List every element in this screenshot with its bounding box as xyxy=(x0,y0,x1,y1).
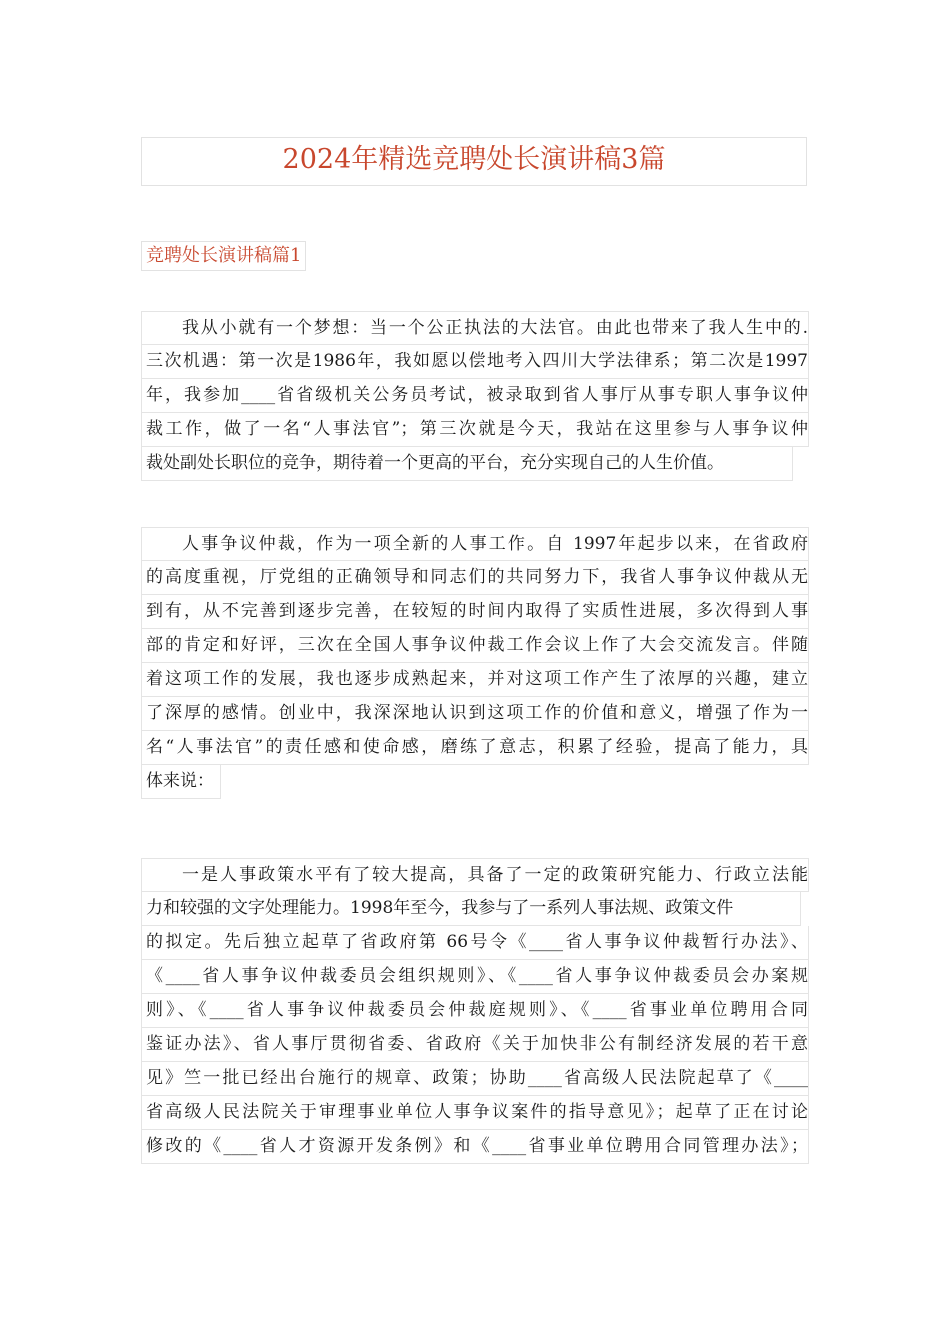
paragraph-line: 到有，从不完善到逐步完善，在较短的时间内取得了实质性进展，多次得到人事 xyxy=(141,595,809,629)
paragraph-line: 省高级人民法院关于审理事业单位人事争议案件的指导意见》；起草了正在讨论 xyxy=(141,1096,809,1130)
document-title-box xyxy=(141,137,807,186)
paragraph-line: 《____省人事争议仲裁委员会组织规则》、《____省人事争议仲裁委员会办案规 xyxy=(141,960,809,994)
paragraph-line: 修改的《____省人才资源开发条例》和《____省事业单位聘用合同管理办法》； xyxy=(141,1130,809,1164)
paragraph-line: 年，我参加____省省级机关公务员考试，被录取到省人事厅从事专职人事争议仲 xyxy=(141,379,809,413)
section-heading: 竞聘处长演讲稿篇1 xyxy=(141,241,306,271)
paragraph-line: 裁工作，做了一名“人事法官”；第三次就是今天，我站在这里参与人事争议仲 xyxy=(141,413,809,447)
paragraph-line: 名“人事法官”的责任感和使命感，磨练了意志，积累了经验，提高了能力，具 xyxy=(141,731,809,765)
paragraph-line: 力和较强的文字处理能力。1998年至今，我参与了一系列人事法规、政策文件 xyxy=(141,892,801,926)
paragraph-line: 了深厚的感情。创业中，我深深地认识到这项工作的价值和意义，增强了作为一 xyxy=(141,697,809,731)
paragraph-line: 的拟定。先后独立起草了省政府第 66号令《____省人事争议仲裁暂行办法》、 xyxy=(141,926,809,960)
paragraph-line: 三次机遇：第一次是1986年，我如愿以偿地考入四川大学法律系；第二次是1997 xyxy=(141,345,809,379)
paragraph-line: 一是人事政策水平有了较大提高，具备了一定的政策研究能力、行政立法能 xyxy=(141,858,809,892)
paragraph-line: 我从小就有一个梦想：当一个公正执法的大法官。由此也带来了我人生中的. xyxy=(141,311,809,345)
paragraph-line: 鉴证办法》、省人事厅贯彻省委、省政府《关于加快非公有制经济发展的若干意 xyxy=(141,1028,809,1062)
paragraph-line: 人事争议仲裁，作为一项全新的人事工作。自 1997年起步以来，在省政府 xyxy=(141,527,809,561)
paragraph-line: 见》竺一批已经出台施行的规章、政策；协助____省高级人民法院起草了《____ xyxy=(141,1062,809,1096)
document-title: 2024年精选竞聘处长演讲稿3篇 xyxy=(282,144,666,175)
paragraph-line: 着这项工作的发展，我也逐步成熟起来，并对这项工作产生了浓厚的兴趣，建立 xyxy=(141,663,809,697)
paragraph-3 xyxy=(141,858,809,1164)
paragraph-line: 裁处副处长职位的竞争，期待着一个更高的平台，充分实现自己的人生价值。 xyxy=(141,447,793,481)
paragraph-line: 体来说： xyxy=(141,765,221,799)
paragraph-1 xyxy=(141,311,809,481)
paragraph-2 xyxy=(141,527,809,799)
paragraph-line: 部的肯定和好评，三次在全国人事争议仲裁工作会议上作了大会交流发言。伴随 xyxy=(141,629,809,663)
paragraph-line: 则》、《____省人事争议仲裁委员会仲裁庭规则》、《____省事业单位聘用合同 xyxy=(141,994,809,1028)
paragraph-line: 的高度重视，厅党组的正确领导和同志们的共同努力下，我省人事争议仲裁从无 xyxy=(141,561,809,595)
